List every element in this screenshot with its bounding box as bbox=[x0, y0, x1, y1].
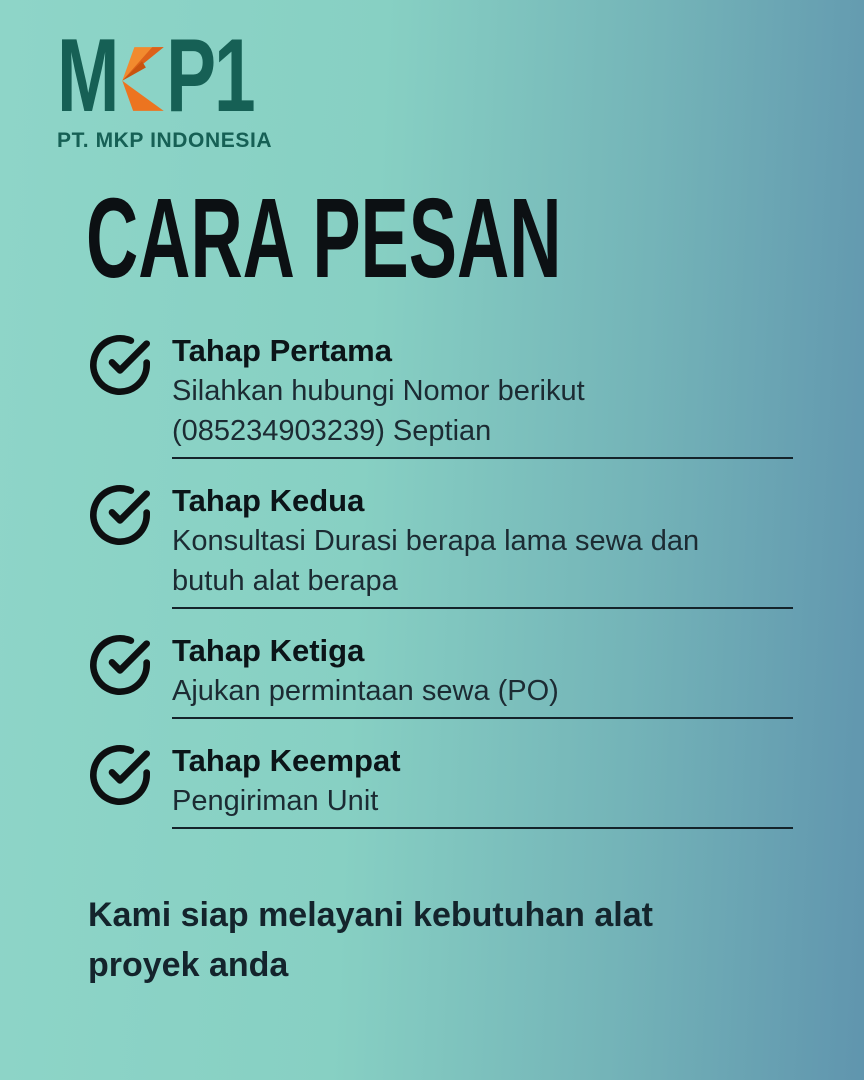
step-title: Tahap Keempat bbox=[172, 743, 401, 778]
step-tahap-kedua bbox=[88, 483, 793, 633]
step-tahap-ketiga bbox=[88, 633, 793, 743]
step-tahap-keempat bbox=[88, 743, 793, 853]
step-description-line: Konsultasi Durasi berapa lama sewa dan bbox=[172, 525, 700, 557]
step-content bbox=[172, 743, 793, 829]
step-title: Tahap Pertama bbox=[172, 333, 392, 368]
step-description-line: Pengiriman Unit bbox=[172, 785, 379, 817]
page-title: CARA PESAN bbox=[86, 175, 562, 301]
logo-letter-one: 1 bbox=[213, 18, 254, 134]
step-content bbox=[172, 483, 793, 609]
logo-wordmark bbox=[57, 18, 254, 134]
footer-tagline bbox=[88, 890, 748, 990]
footer-tagline-line: Kami siap melayani kebutuhan alat bbox=[88, 896, 653, 934]
step-title: Tahap Ketiga bbox=[172, 633, 365, 668]
orange-k-icon bbox=[120, 40, 165, 118]
logo-letter-p: P bbox=[166, 18, 214, 134]
step-description-line: butuh alat berapa bbox=[172, 565, 398, 597]
company-logo bbox=[57, 18, 330, 153]
check-circle-icon bbox=[88, 333, 152, 397]
logo-letter-m: M bbox=[57, 18, 118, 134]
step-description-line: Silahkan hubungi Nomor berikut bbox=[172, 375, 585, 407]
check-circle-icon bbox=[88, 633, 152, 697]
check-circle-icon bbox=[88, 483, 152, 547]
steps-list bbox=[88, 333, 793, 853]
company-name: PT. MKP INDONESIA bbox=[57, 129, 273, 152]
step-description-line: Ajukan permintaan sewa (PO) bbox=[172, 675, 559, 707]
step-content bbox=[172, 633, 793, 719]
footer-tagline-line: proyek anda bbox=[88, 946, 289, 984]
step-content bbox=[172, 333, 793, 459]
check-circle-icon bbox=[88, 743, 152, 807]
step-title: Tahap Kedua bbox=[172, 483, 365, 518]
step-tahap-pertama bbox=[88, 333, 793, 483]
step-description-line: (085234903239) Septian bbox=[172, 415, 492, 447]
